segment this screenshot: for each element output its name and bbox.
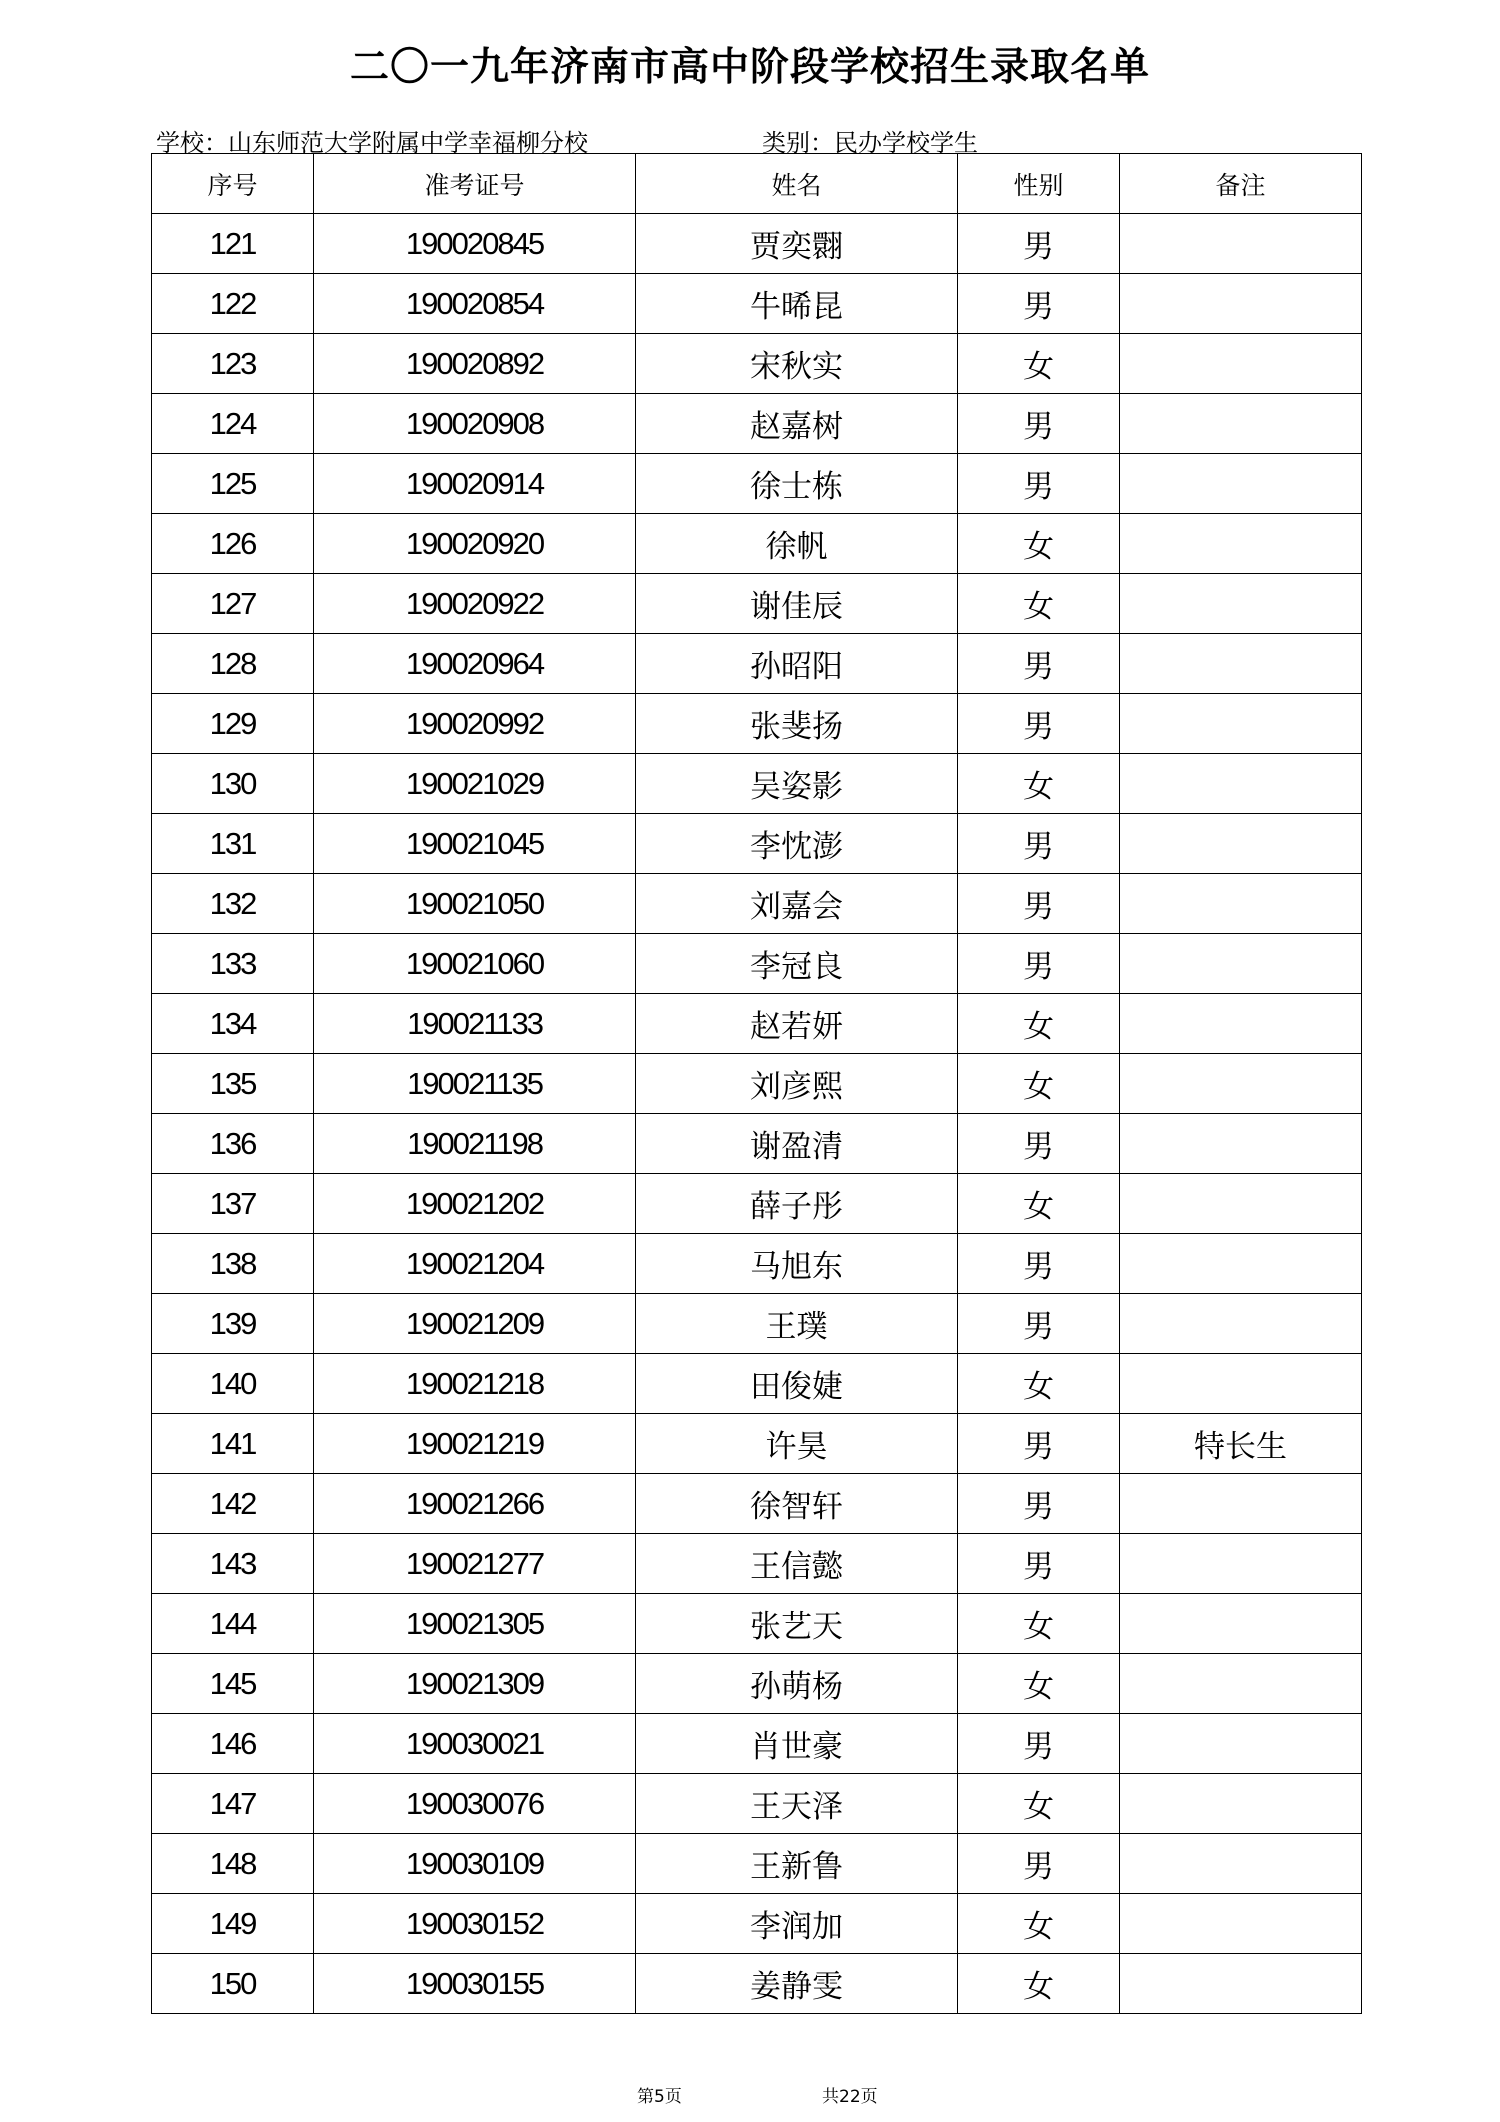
- cell-exam-id: 190021135: [314, 1054, 636, 1114]
- cell-exam-id: 190020922: [314, 574, 636, 634]
- cell-exam-id: 190021218: [314, 1354, 636, 1414]
- cell-gender: 女: [958, 754, 1120, 814]
- table-row: [152, 334, 1362, 394]
- cell-name: 李润加: [636, 1894, 958, 1954]
- cell-exam-id: 190021209: [314, 1294, 636, 1354]
- cell-gender: 男: [958, 1414, 1120, 1474]
- cell-gender: 女: [958, 1894, 1120, 1954]
- cell-note: [1120, 874, 1362, 934]
- cell-gender: 女: [958, 1654, 1120, 1714]
- cell-serial-no: 150: [152, 1954, 314, 2014]
- cell-note: [1120, 1294, 1362, 1354]
- category-label: 类别：民办学校学生: [762, 129, 978, 157]
- cell-note: 特长生: [1120, 1414, 1362, 1474]
- cell-exam-id: 190020914: [314, 454, 636, 514]
- cell-note: [1120, 994, 1362, 1054]
- cell-exam-id: 190030152: [314, 1894, 636, 1954]
- page-number: 第5页: [637, 2087, 682, 2107]
- cell-serial-no: 148: [152, 1834, 314, 1894]
- cell-name: 王璞: [636, 1294, 958, 1354]
- cell-exam-id: 190021060: [314, 934, 636, 994]
- cell-serial-no: 145: [152, 1654, 314, 1714]
- cell-name: 薛子彤: [636, 1174, 958, 1234]
- cell-name: 谢佳辰: [636, 574, 958, 634]
- cell-serial-no: 126: [152, 514, 314, 574]
- cell-gender: 男: [958, 814, 1120, 874]
- cell-gender: 女: [958, 1594, 1120, 1654]
- table-row: [152, 874, 1362, 934]
- cell-serial-no: 141: [152, 1414, 314, 1474]
- cell-note: [1120, 694, 1362, 754]
- table-row: [152, 574, 1362, 634]
- cell-note: [1120, 934, 1362, 994]
- cell-name: 田俊婕: [636, 1354, 958, 1414]
- header-row: [152, 154, 1362, 214]
- cell-note: [1120, 1534, 1362, 1594]
- table-row: [152, 694, 1362, 754]
- cell-note: [1120, 1894, 1362, 1954]
- cell-gender: 男: [958, 634, 1120, 694]
- cell-serial-no: 129: [152, 694, 314, 754]
- cell-gender: 女: [958, 514, 1120, 574]
- cell-name: 赵若妍: [636, 994, 958, 1054]
- cell-serial-no: 127: [152, 574, 314, 634]
- cell-gender: 男: [958, 1474, 1120, 1534]
- cell-note: [1120, 1834, 1362, 1894]
- cell-name: 谢盈清: [636, 1114, 958, 1174]
- table-row: [152, 1954, 1362, 2014]
- table-row: [152, 274, 1362, 334]
- cell-exam-id: 190020892: [314, 334, 636, 394]
- cell-gender: 女: [958, 1954, 1120, 2014]
- table-row: [152, 1414, 1362, 1474]
- table-row: [152, 1294, 1362, 1354]
- cell-serial-no: 134: [152, 994, 314, 1054]
- table-row: [152, 1714, 1362, 1774]
- table-row: [152, 514, 1362, 574]
- cell-note: [1120, 1114, 1362, 1174]
- cell-serial-no: 130: [152, 754, 314, 814]
- cell-exam-id: 190030155: [314, 1954, 636, 2014]
- cell-note: [1120, 574, 1362, 634]
- cell-exam-id: 190020992: [314, 694, 636, 754]
- table-row: [152, 1054, 1362, 1114]
- cell-exam-id: 190021050: [314, 874, 636, 934]
- cell-name: 刘嘉会: [636, 874, 958, 934]
- cell-name: 肖世豪: [636, 1714, 958, 1774]
- table-row: [152, 1114, 1362, 1174]
- cell-gender: 男: [958, 394, 1120, 454]
- cell-name: 李忱澎: [636, 814, 958, 874]
- table-row: [152, 814, 1362, 874]
- cell-note: [1120, 1354, 1362, 1414]
- table-row: [152, 634, 1362, 694]
- cell-note: [1120, 1054, 1362, 1114]
- cell-serial-no: 143: [152, 1534, 314, 1594]
- table-row: [152, 1654, 1362, 1714]
- cell-serial-no: 131: [152, 814, 314, 874]
- cell-name: 吴姿影: [636, 754, 958, 814]
- table-row: [152, 1834, 1362, 1894]
- cell-name: 马旭东: [636, 1234, 958, 1294]
- cell-exam-id: 190021266: [314, 1474, 636, 1534]
- cell-serial-no: 149: [152, 1894, 314, 1954]
- cell-note: [1120, 334, 1362, 394]
- cell-exam-id: 190020964: [314, 634, 636, 694]
- cell-gender: 男: [958, 1114, 1120, 1174]
- cell-gender: 男: [958, 1534, 1120, 1594]
- cell-gender: 女: [958, 574, 1120, 634]
- table-row: [152, 1594, 1362, 1654]
- table-row: [152, 454, 1362, 514]
- cell-gender: 男: [958, 454, 1120, 514]
- cell-note: [1120, 1714, 1362, 1774]
- cell-note: [1120, 1774, 1362, 1834]
- cell-name: 徐帆: [636, 514, 958, 574]
- cell-exam-id: 190020908: [314, 394, 636, 454]
- cell-exam-id: 190021219: [314, 1414, 636, 1474]
- cell-note: [1120, 274, 1362, 334]
- cell-serial-no: 125: [152, 454, 314, 514]
- cell-note: [1120, 634, 1362, 694]
- cell-serial-no: 135: [152, 1054, 314, 1114]
- cell-exam-id: 190020845: [314, 214, 636, 274]
- cell-serial-no: 137: [152, 1174, 314, 1234]
- cell-name: 徐智轩: [636, 1474, 958, 1534]
- cell-gender: 男: [958, 874, 1120, 934]
- cell-serial-no: 144: [152, 1594, 314, 1654]
- cell-exam-id: 190030109: [314, 1834, 636, 1894]
- cell-note: [1120, 1234, 1362, 1294]
- cell-note: [1120, 514, 1362, 574]
- cell-note: [1120, 814, 1362, 874]
- cell-exam-id: 190021133: [314, 994, 636, 1054]
- cell-note: [1120, 754, 1362, 814]
- cell-gender: 男: [958, 694, 1120, 754]
- cell-note: [1120, 1594, 1362, 1654]
- table-body: [152, 214, 1362, 2014]
- cell-serial-no: 133: [152, 934, 314, 994]
- cell-serial-no: 128: [152, 634, 314, 694]
- table-row: [152, 1474, 1362, 1534]
- cell-gender: 男: [958, 274, 1120, 334]
- table-row: [152, 1534, 1362, 1594]
- cell-serial-no: 132: [152, 874, 314, 934]
- header-gender: 性别: [958, 154, 1120, 214]
- cell-exam-id: 190030076: [314, 1774, 636, 1834]
- cell-exam-id: 190020854: [314, 274, 636, 334]
- cell-gender: 女: [958, 1174, 1120, 1234]
- cell-exam-id: 190021309: [314, 1654, 636, 1714]
- cell-gender: 女: [958, 1774, 1120, 1834]
- cell-serial-no: 121: [152, 214, 314, 274]
- cell-exam-id: 190021202: [314, 1174, 636, 1234]
- table-row: [152, 214, 1362, 274]
- cell-serial-no: 142: [152, 1474, 314, 1534]
- cell-gender: 男: [958, 214, 1120, 274]
- table-row: [152, 1774, 1362, 1834]
- cell-exam-id: 190021198: [314, 1114, 636, 1174]
- cell-exam-id: 190021045: [314, 814, 636, 874]
- table-row: [152, 1354, 1362, 1414]
- cell-serial-no: 136: [152, 1114, 314, 1174]
- cell-gender: 男: [958, 1714, 1120, 1774]
- cell-name: 张斐扬: [636, 694, 958, 754]
- cell-gender: 女: [958, 334, 1120, 394]
- header-exam-id: 准考证号: [314, 154, 636, 214]
- cell-note: [1120, 214, 1362, 274]
- cell-note: [1120, 1954, 1362, 2014]
- cell-name: 张艺天: [636, 1594, 958, 1654]
- table-row: [152, 754, 1362, 814]
- header-note: 备注: [1120, 154, 1362, 214]
- cell-gender: 女: [958, 1054, 1120, 1114]
- page-total: 共22页: [822, 2087, 878, 2107]
- cell-exam-id: 190021204: [314, 1234, 636, 1294]
- cell-exam-id: 190021029: [314, 754, 636, 814]
- cell-name: 李冠良: [636, 934, 958, 994]
- cell-gender: 男: [958, 1294, 1120, 1354]
- table-row: [152, 1234, 1362, 1294]
- cell-exam-id: 190021277: [314, 1534, 636, 1594]
- cell-serial-no: 138: [152, 1234, 314, 1294]
- cell-note: [1120, 394, 1362, 454]
- cell-gender: 男: [958, 934, 1120, 994]
- table-row: [152, 394, 1362, 454]
- cell-serial-no: 123: [152, 334, 314, 394]
- cell-exam-id: 190030021: [314, 1714, 636, 1774]
- cell-name: 赵嘉树: [636, 394, 958, 454]
- cell-serial-no: 140: [152, 1354, 314, 1414]
- cell-serial-no: 122: [152, 274, 314, 334]
- cell-name: 贾奕翾: [636, 214, 958, 274]
- cell-name: 孙萌杨: [636, 1654, 958, 1714]
- cell-serial-no: 139: [152, 1294, 314, 1354]
- cell-serial-no: 146: [152, 1714, 314, 1774]
- cell-note: [1120, 1174, 1362, 1234]
- cell-serial-no: 147: [152, 1774, 314, 1834]
- cell-name: 牛晞昆: [636, 274, 958, 334]
- cell-gender: 男: [958, 1834, 1120, 1894]
- table-row: [152, 994, 1362, 1054]
- cell-note: [1120, 1654, 1362, 1714]
- table-row: [152, 1174, 1362, 1234]
- cell-note: [1120, 454, 1362, 514]
- cell-serial-no: 124: [152, 394, 314, 454]
- header-name: 姓名: [636, 154, 958, 214]
- cell-name: 王天泽: [636, 1774, 958, 1834]
- school-label: 学校：山东师范大学附属中学幸福柳分校: [156, 129, 588, 157]
- table-header: [152, 154, 1362, 214]
- cell-name: 王新鲁: [636, 1834, 958, 1894]
- admission-table: [151, 153, 1362, 2014]
- cell-name: 宋秋实: [636, 334, 958, 394]
- cell-exam-id: 190021305: [314, 1594, 636, 1654]
- cell-name: 徐士栋: [636, 454, 958, 514]
- cell-name: 许昊: [636, 1414, 958, 1474]
- cell-gender: 男: [958, 1234, 1120, 1294]
- table-row: [152, 1894, 1362, 1954]
- header-serial-no: 序号: [152, 154, 314, 214]
- cell-gender: 女: [958, 994, 1120, 1054]
- cell-name: 刘彦熙: [636, 1054, 958, 1114]
- table-row: [152, 934, 1362, 994]
- cell-gender: 女: [958, 1354, 1120, 1414]
- cell-name: 姜静雯: [636, 1954, 958, 2014]
- cell-name: 王信懿: [636, 1534, 958, 1594]
- cell-name: 孙昭阳: [636, 634, 958, 694]
- cell-exam-id: 190020920: [314, 514, 636, 574]
- cell-note: [1120, 1474, 1362, 1534]
- page-title: 二〇一九年济南市高中阶段学校招生录取名单: [349, 45, 1150, 90]
